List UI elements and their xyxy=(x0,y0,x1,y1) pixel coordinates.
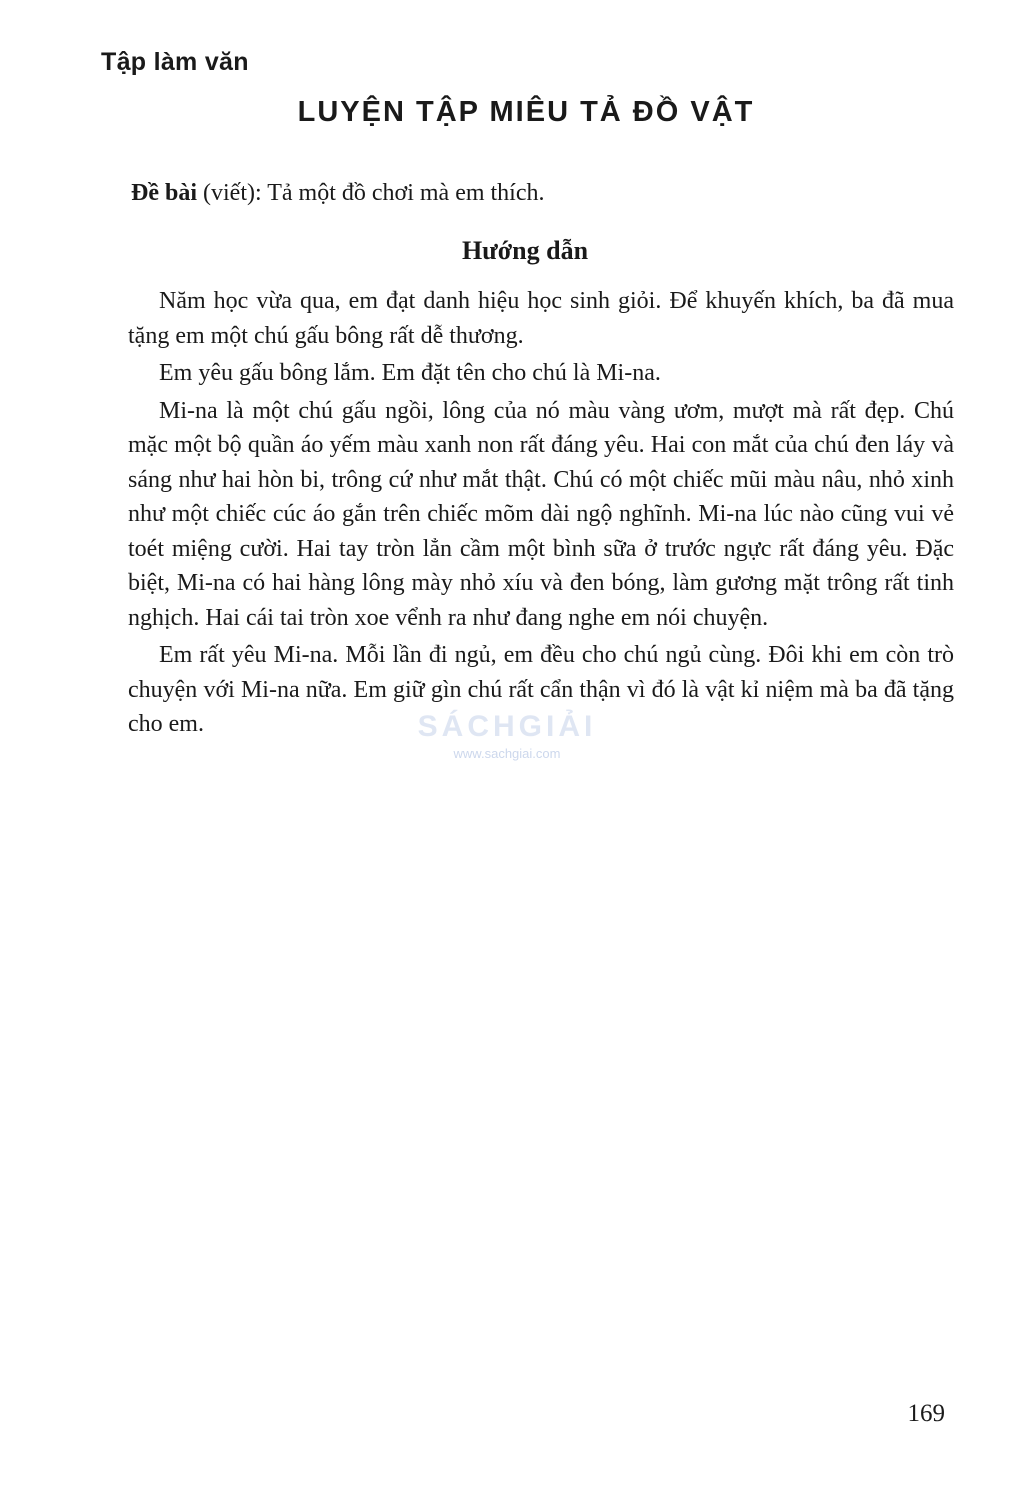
prompt-text: (viết): Tả một đồ chơi mà em thích. xyxy=(197,180,545,206)
essay-paragraph: Em yêu gấu bông lắm. Em đặt tên cho chú là Mi-na. xyxy=(159,360,661,386)
prompt-label: Đề bài xyxy=(131,180,197,206)
guide-heading: Hướng dẫn xyxy=(461,236,589,265)
essay-paragraph: Em rất yêu Mi-na. Mỗi lần đi ngủ, em đều cho chú ngủ cùng. Đôi khi em còn trò chuyện với Mi-na nữa. Em giữ gìn chú rất cẩn thận vì đó là vật kỉ niệm mà ba đã tặng cho em. xyxy=(128,642,954,737)
model-essay xyxy=(128,284,954,745)
lesson-title: LUYỆN TẬP MIÊU TẢ ĐỒ VẬT xyxy=(297,96,755,128)
assignment-prompt xyxy=(131,180,545,207)
section-label: Tập làm văn xyxy=(101,48,249,76)
watermark-logo: SÁCHGIẢI xyxy=(417,710,597,743)
essay-paragraph: Mi-na là một chú gấu ngồi, lông của nó màu vàng ươm, mượt mà rất đẹp. Chú mặc một bộ quần áo yếm màu xanh non rất đáng yêu. Hai con mắt của chú đen láy và sáng như hai hòn bi, trông cứ như mắt thật. Chú có một chiếc mũi màu nâu, nhỏ xinh như một chiếc cúc áo gắn trên chiếc mõm dài ngộ nghĩnh. Mi-na lúc nào cũng vui vẻ toét miệng cười. Hai tay tròn lẳn cầm một bình sữa ở trước ngực rất đáng yêu. Đặc biệt, Mi-na có hai hàng lông mày nhỏ xíu và đen bóng, làm gương mặt trông rất tinh nghịch. Hai cái tai tròn xoe vểnh ra như đang nghe em nói chuyện. xyxy=(128,397,954,631)
page-number: 169 xyxy=(907,1400,945,1427)
watermark-url: www.sachgiai.com xyxy=(453,746,561,761)
essay-paragraph: Năm học vừa qua, em đạt danh hiệu học sinh giỏi. Để khuyến khích, ba đã mua tặng em một chú gấu bông rất dễ thương. xyxy=(128,288,954,349)
